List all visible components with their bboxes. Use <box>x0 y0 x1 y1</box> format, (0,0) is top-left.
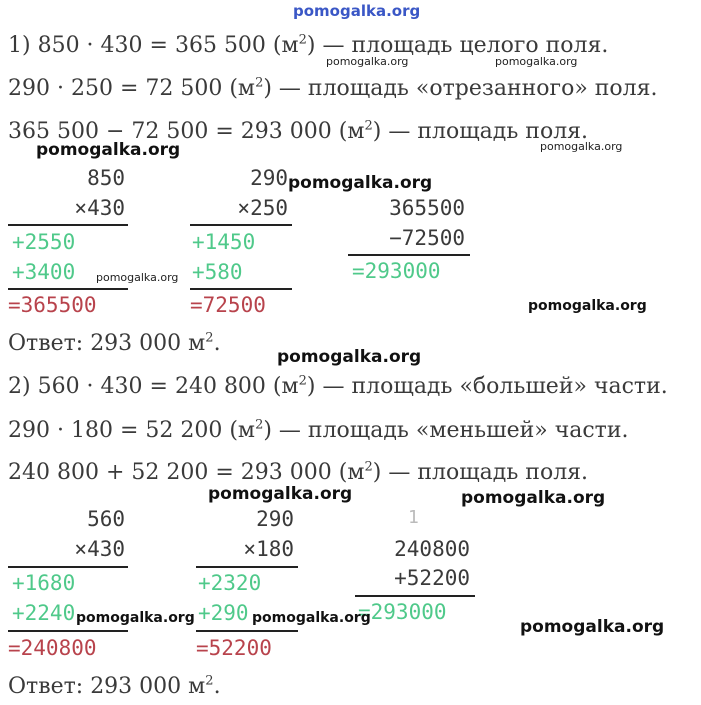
calc6-operand-b: +52200 <box>394 566 470 590</box>
calc2-partial2: +580 <box>192 260 243 284</box>
calc3-operand-a: 365500 <box>389 196 465 220</box>
calc1-partial2: +3400 <box>12 260 76 284</box>
answer1: Ответ: 293 000 $м^2$. <box>8 330 221 356</box>
calc6-divider <box>355 595 475 597</box>
calc2-operand-a: 290 <box>250 166 288 190</box>
watermark: pomogalka.org <box>520 617 665 637</box>
calc6-carry: 1 <box>408 507 419 528</box>
calc1-divider2 <box>8 288 128 290</box>
watermark: pomogalka.org <box>277 347 422 367</box>
calc1-operand-b: ×430 <box>74 196 125 220</box>
watermark: pomogalka.org <box>36 140 181 160</box>
calc3-divider <box>348 254 470 256</box>
watermark-top: pomogalka.org <box>293 2 421 20</box>
part1-line2: 290 · 250 = 72 500 $(м^2)$ — площадь «отрезанного» поля. <box>8 75 658 101</box>
calc4-result: =240800 <box>8 636 97 660</box>
watermark: pomogalka.org <box>540 140 623 153</box>
watermark: pomogalka.org <box>208 484 353 504</box>
calc5-partial1: +2320 <box>198 571 262 595</box>
part2-line3: 240 800 + 52 200 = 293 000 $(м^2)$ — площадь поля. <box>8 459 589 485</box>
calc4-divider <box>8 566 128 568</box>
answer2: Ответ: 293 000 $м^2$. <box>8 673 221 699</box>
calc6-operand-a: 240800 <box>394 537 470 561</box>
calc2-divider2 <box>190 288 292 290</box>
calc1-operand-a: 850 <box>87 166 125 190</box>
calc5-result: =52200 <box>196 636 272 660</box>
calc4-partial1: +1680 <box>12 571 76 595</box>
watermark: pomogalka.org <box>76 610 195 626</box>
watermark: pomogalka.org <box>252 610 371 626</box>
calc2-divider <box>190 224 292 226</box>
calc4-partial2: +2240 <box>12 601 76 625</box>
watermark: pomogalka.org <box>96 271 179 284</box>
calc3-operand-b: −72500 <box>389 226 465 250</box>
calc5-partial2: +290 <box>198 601 249 625</box>
calc3-result: =293000 <box>352 259 441 283</box>
calc2-result: =72500 <box>190 293 266 317</box>
calc4-divider2 <box>8 630 128 632</box>
calc6-result: =293000 <box>358 600 447 624</box>
part1-line3: 365 500 − 72 500 = 293 000 $(м^2)$ — площадь поля. <box>8 118 589 144</box>
calc1-partial1: +2550 <box>12 230 76 254</box>
calc2-partial1: +1450 <box>192 230 256 254</box>
calc5-divider <box>196 566 298 568</box>
part1-line1: 1) 850 · 430 = 365 500 $(м^2)$ — площадь целого поля. <box>8 32 609 58</box>
part2-line1: 2) 560 · 430 = 240 800 $(м^2)$ — площадь «большей» части. <box>8 373 668 399</box>
calc5-operand-a: 290 <box>256 507 294 531</box>
watermark: pomogalka.org <box>528 298 647 314</box>
calc5-divider2 <box>196 630 298 632</box>
calc5-operand-b: ×180 <box>243 537 294 561</box>
watermark: pomogalka.org <box>461 488 606 508</box>
watermark: pomogalka.org <box>326 55 409 68</box>
calc4-operand-b: ×430 <box>74 537 125 561</box>
part2-line2: 290 · 180 = 52 200 $(м^2)$ — площадь «меньшей» части. <box>8 417 629 443</box>
calc4-operand-a: 560 <box>87 507 125 531</box>
watermark: pomogalka.org <box>495 55 578 68</box>
calc1-result: =365500 <box>8 293 97 317</box>
calc2-operand-b: ×250 <box>237 196 288 220</box>
calc1-divider <box>8 224 128 226</box>
watermark: pomogalka.org <box>288 173 433 193</box>
